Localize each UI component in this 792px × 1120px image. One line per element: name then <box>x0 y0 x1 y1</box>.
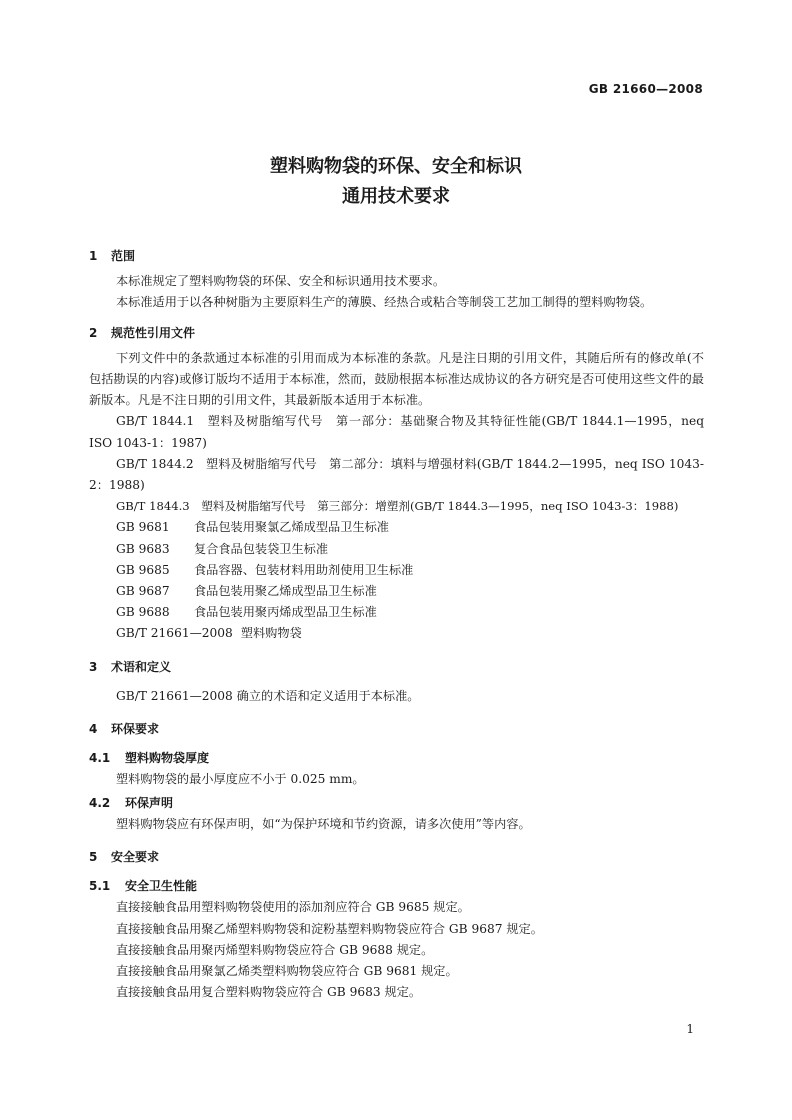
paragraph: 直接接触食品用聚丙烯塑料购物袋应符合 GB 9688 规定。 <box>116 942 434 957</box>
reference-item: GB 9681 食品包装用聚氯乙烯成型品卫生标准 <box>116 520 389 535</box>
subsection-heading-5-1: 5.1 安全卫生性能 <box>89 879 198 894</box>
document-body <box>89 246 704 1004</box>
document-title <box>0 152 792 212</box>
section-heading-2: 2 规范性引用文件 <box>89 325 196 340</box>
reference-item: GB 9683 复合食品包装袋卫生标准 <box>116 541 329 556</box>
paragraph: 塑料购物袋的最小厚度应不小于 0.025 mm。 <box>116 772 365 787</box>
paragraph: 直接接触食品用聚乙烯塑料购物袋和淀粉基塑料购物袋应符合 GB 9687 规定。 <box>116 921 543 936</box>
reference-item: GB/T 1844.3 塑料及树脂缩写代号 第三部分：增塑剂(GB/T 1844.3—1995，neq ISO 1043-3：1988) <box>116 499 679 514</box>
reference-item: GB/T 1844.2 塑料及树脂缩写代号 第二部分：填料与增强材料(GB/T 1844.2—1995，neq ISO 1043-2：1988) <box>89 456 704 493</box>
paragraph: 直接接触食品用复合塑料购物袋应符合 GB 9683 规定。 <box>116 985 422 1000</box>
reference-item: GB/T 1844.1 塑料及树脂缩写代号 第一部分：基础聚合物及其特征性能(GB/T 1844.1—1995，neq ISO 1043-1：1987) <box>89 414 704 450</box>
paragraph: 直接接触食品用聚氯乙烯类塑料购物袋应符合 GB 9681 规定。 <box>116 964 458 979</box>
paragraph: 本标准适用于以各种树脂为主要原料生产的薄膜、经热合或粘合等制袋工艺加工制得的塑料购物袋。 <box>116 295 653 310</box>
paragraph: 直接接触食品用塑料购物袋使用的添加剂应符合 GB 9685 规定。 <box>116 900 470 915</box>
title-line-2: 通用技术要求 <box>342 186 450 207</box>
title-line-1: 塑料购物袋的环保、安全和标识 <box>270 156 522 177</box>
paragraph: 本标准规定了塑料购物袋的环保、安全和标识通用技术要求。 <box>116 274 446 289</box>
paragraph: GB/T 21661—2008 确立的术语和定义适用于本标准。 <box>116 688 420 703</box>
section-heading-4: 4 环保要求 <box>89 722 160 737</box>
reference-item: GB 9687 食品包装用聚乙烯成型品卫生标准 <box>116 584 377 599</box>
standard-number: GB 21660—2008 <box>588 82 703 96</box>
paragraph: 下列文件中的条款通过本标准的引用而成为本标准的条款。凡是注日期的引用文件，其随后所有的修改单(不包括勘误的内容)或修订版均不适用于本标准，然而，鼓励根据本标准达成协议的各方研究是否可使用这些文件的最新版本。凡是不注日期的引用文件，其最新版本适用于本标准。 <box>89 350 704 408</box>
reference-item: GB/T 21661—2008 塑料购物袋 <box>116 626 302 641</box>
paragraph: 塑料购物袋应有环保声明，如“为保护环境和节约资源，请多次使用”等内容。 <box>116 816 531 831</box>
reference-item: GB 9685 食品容器、包装材料用助剂使用卫生标准 <box>116 562 414 577</box>
subsection-heading-4-2: 4.2 环保声明 <box>89 795 174 810</box>
page-number: 1 <box>686 1022 694 1036</box>
section-heading-5: 5 安全要求 <box>89 850 160 865</box>
section-heading-1: 1 范围 <box>89 249 136 263</box>
reference-item: GB 9688 食品包装用聚丙烯成型品卫生标准 <box>116 605 377 620</box>
section-heading-3: 3 术语和定义 <box>89 659 172 674</box>
subsection-heading-4-1: 4.1 塑料购物袋厚度 <box>89 751 210 766</box>
